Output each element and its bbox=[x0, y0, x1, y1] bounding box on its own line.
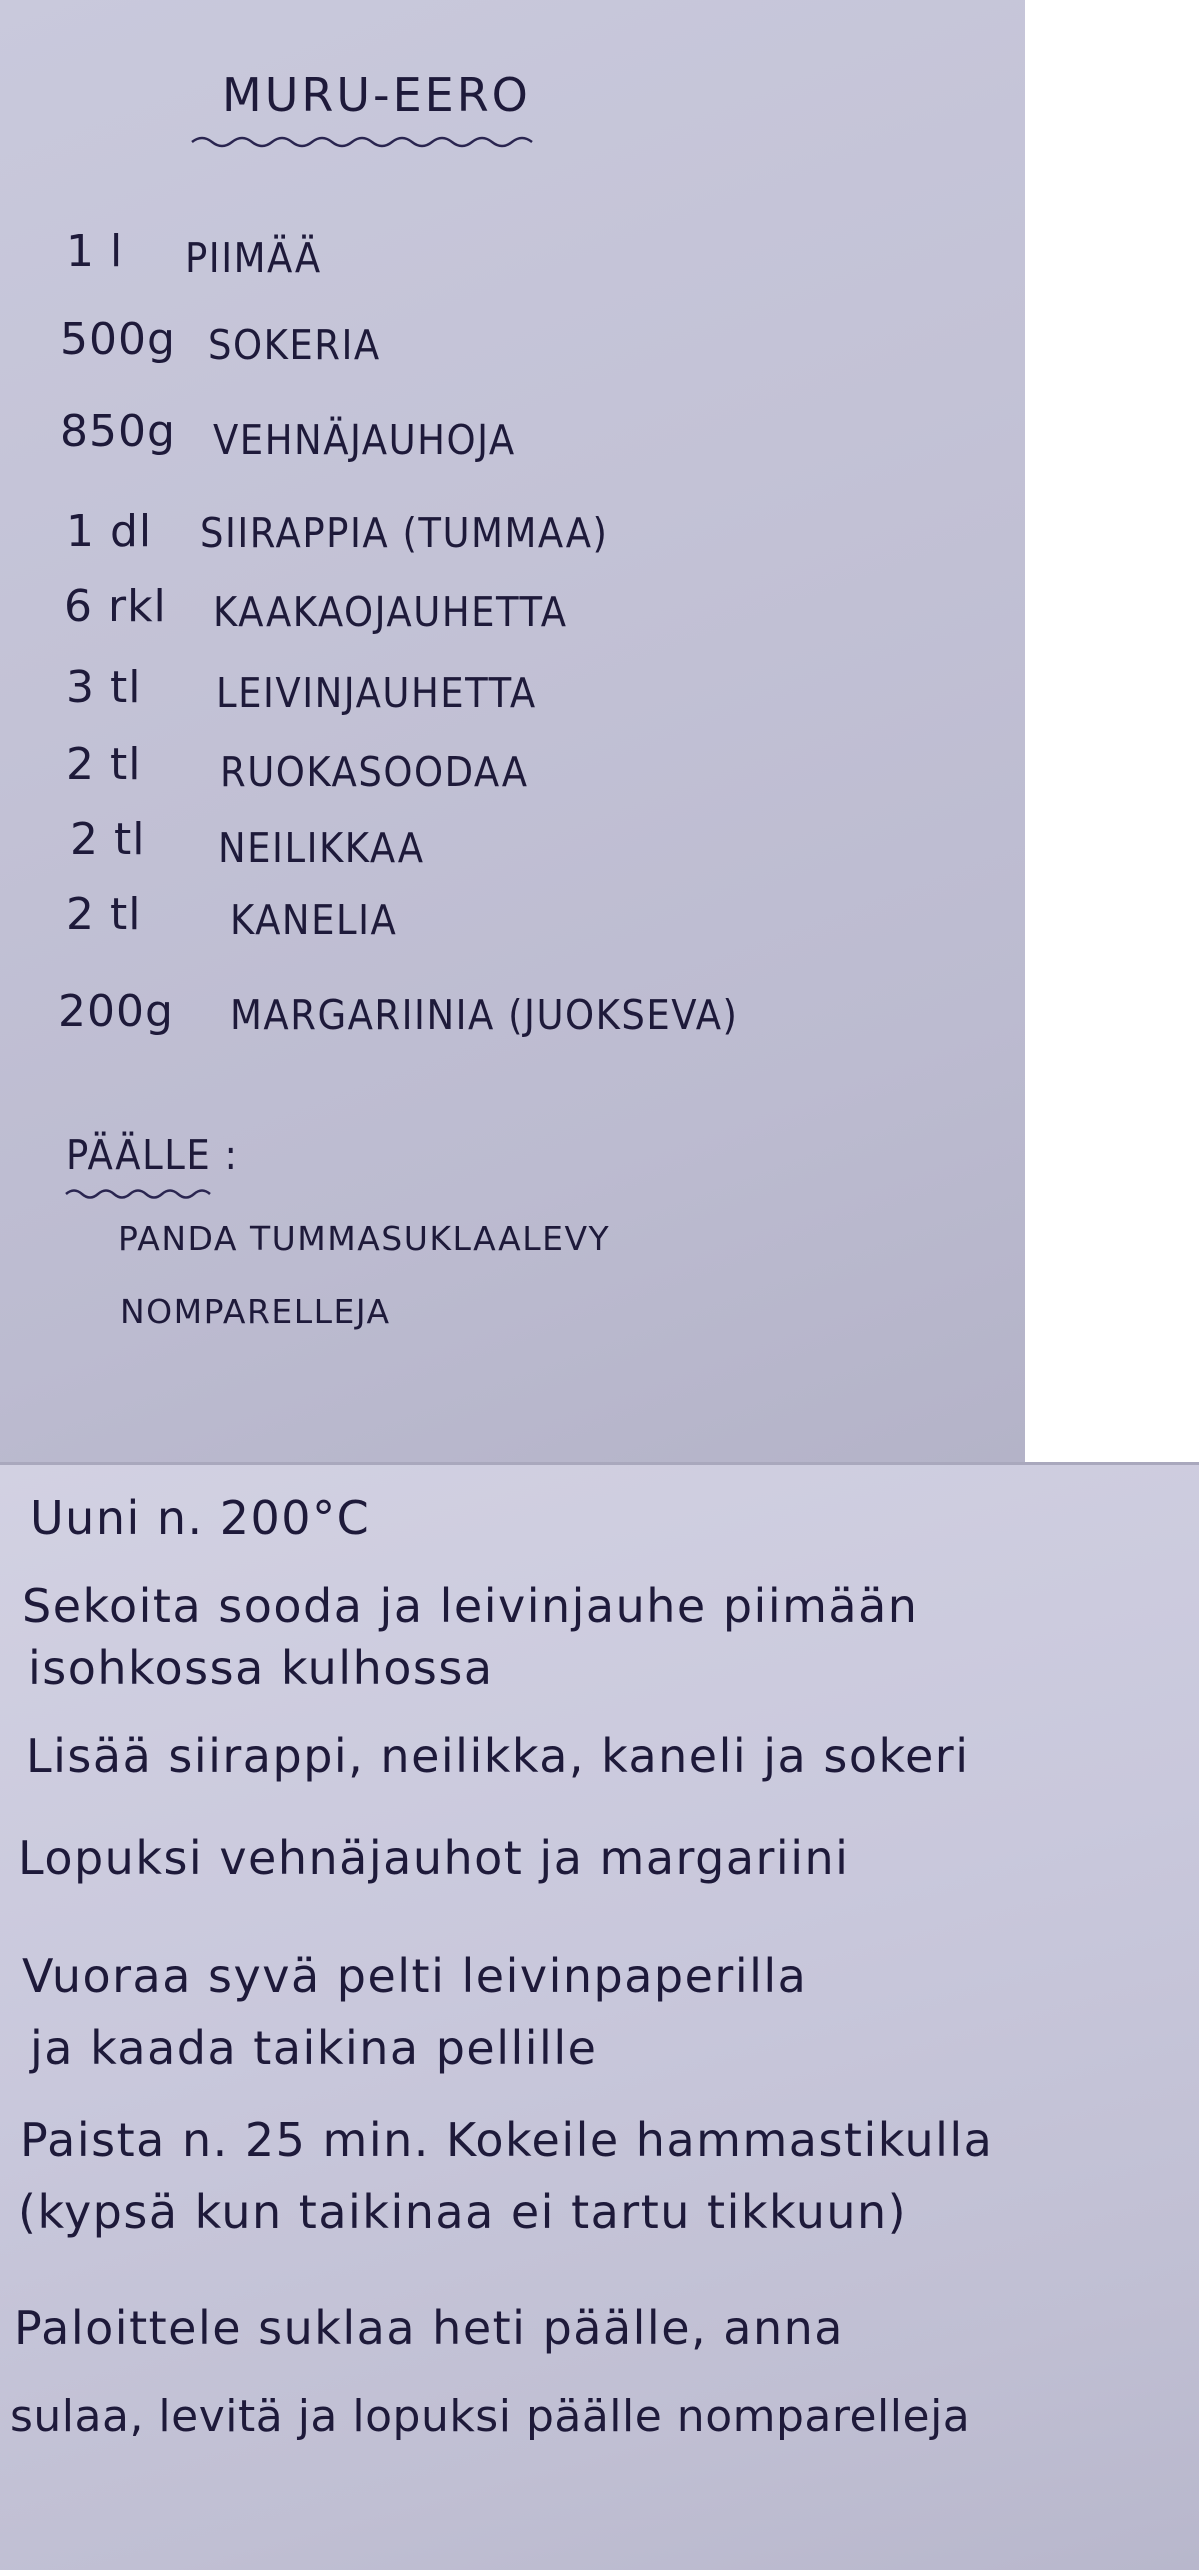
ingredient-qty: 2 tl bbox=[66, 889, 142, 940]
ingredient-name: KANELIA bbox=[230, 896, 398, 944]
instruction-line: Lisää siirappi, neilikka, kaneli ja sokeri bbox=[26, 1729, 970, 1783]
ingredient-name: SOKERIA bbox=[208, 321, 381, 369]
ingredient-qty: 1 dl bbox=[66, 506, 153, 557]
ingredient-name: VEHNÄJAUHOJA bbox=[213, 416, 516, 464]
instruction-line: Uuni n. 200°C bbox=[30, 1491, 371, 1545]
recipe-title: MURU-EERO bbox=[222, 68, 531, 122]
topping-item: NOMPARELLEJA bbox=[120, 1292, 391, 1331]
instruction-line: Lopuksi vehnäjauhot ja margariini bbox=[18, 1831, 850, 1885]
ingredient-name: RUOKASOODAA bbox=[220, 748, 529, 796]
ingredient-name: MARGARIINIA (JUOKSEVA) bbox=[230, 991, 739, 1039]
instruction-line: ja kaada taikina pellille bbox=[30, 2021, 598, 2075]
ingredient-qty: 850g bbox=[60, 406, 176, 457]
instruction-line: Paista n. 25 min. Kokeile hammastikulla bbox=[20, 2113, 994, 2167]
title-underline bbox=[190, 132, 540, 154]
ingredient-qty: 6 rkl bbox=[64, 581, 167, 632]
ingredient-name: PIIMÄÄ bbox=[185, 234, 322, 282]
instruction-line: sulaa, levitä ja lopuksi päälle nomparelleja bbox=[10, 2391, 971, 2442]
topping-heading: PÄÄLLE : bbox=[66, 1131, 239, 1179]
instruction-line: (kypsä kun taikinaa ei tartu tikkuun) bbox=[18, 2185, 908, 2239]
instruction-line: Vuoraa syvä pelti leivinpaperilla bbox=[22, 1949, 808, 2003]
ingredient-qty: 200g bbox=[58, 986, 174, 1037]
ingredient-qty: 2 tl bbox=[66, 739, 142, 790]
instruction-line: Paloittele suklaa heti päälle, anna bbox=[14, 2301, 844, 2355]
ingredient-qty: 500g bbox=[60, 314, 176, 365]
ingredient-name: SIIRAPPIA (TUMMAA) bbox=[200, 509, 609, 557]
recipe-card-ingredients bbox=[0, 0, 1025, 1462]
ingredient-qty: 1 l bbox=[66, 226, 124, 277]
topping-item: PANDA TUMMASUKLAALEVY bbox=[118, 1219, 611, 1258]
instruction-line: Sekoita sooda ja leivinjauhe piimään bbox=[22, 1579, 919, 1633]
instruction-line: isohkossa kulhossa bbox=[28, 1641, 494, 1695]
recipe-card-instructions bbox=[0, 1462, 1199, 2570]
topping-underline bbox=[64, 1186, 214, 1204]
ingredient-name: NEILIKKAA bbox=[218, 824, 425, 872]
ingredient-name: LEIVINJAUHETTA bbox=[216, 669, 537, 717]
ingredient-name: KAAKAOJAUHETTA bbox=[213, 588, 568, 636]
ingredient-qty: 2 tl bbox=[70, 814, 146, 865]
ingredient-qty: 3 tl bbox=[66, 662, 142, 713]
